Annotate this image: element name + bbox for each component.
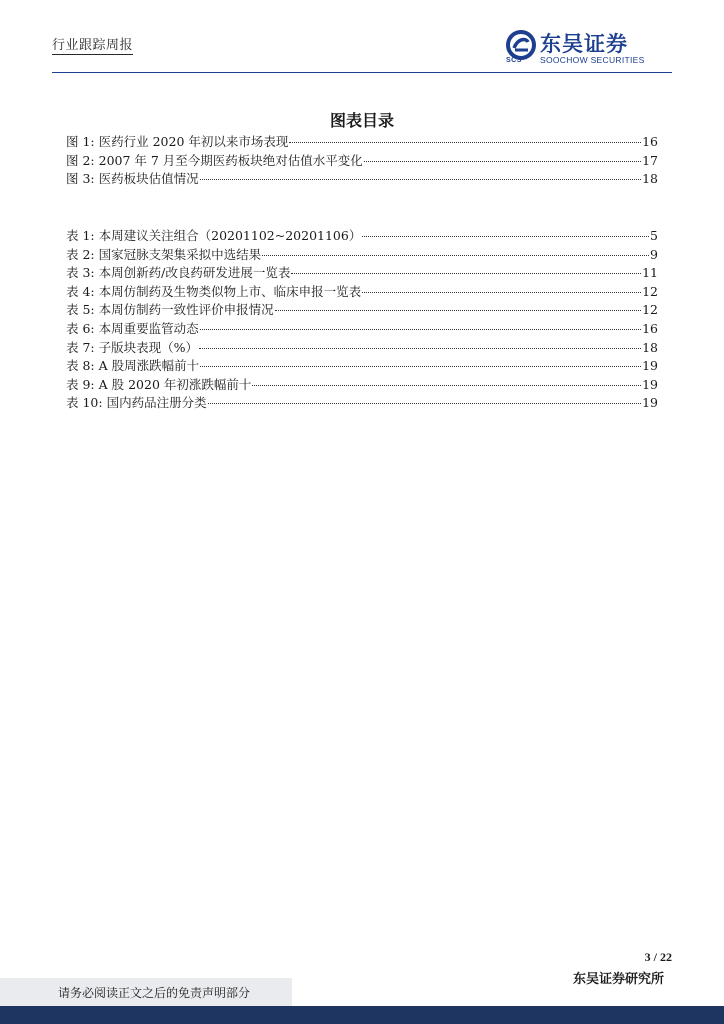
toc-entry-label: 图 3: 医药板块估值情况 (66, 171, 199, 187)
toc-entry-page: 12 (642, 302, 658, 318)
footer-organization: 东吴证券研究所 (572, 972, 664, 987)
dot-leader (200, 167, 641, 180)
brand-name-en: SOOCHOW SECURITIES (540, 55, 645, 65)
report-type-label: 行业跟踪周报 (52, 38, 134, 53)
page-number: 3 / 22 (644, 950, 672, 964)
dot-leader (289, 130, 641, 143)
report-type-tag (52, 34, 133, 53)
toc-entry-page: 16 (642, 320, 658, 336)
dot-leader (208, 391, 642, 404)
toc-entry-page: 12 (642, 283, 658, 299)
toc-entry-label: 表 10: 国内药品注册分类 (66, 395, 207, 411)
toc-entry-label: 表 5: 本周仿制药一致性评价申报情况 (66, 302, 274, 318)
figure-list (66, 133, 658, 189)
disclaimer-box (0, 978, 292, 1006)
dot-leader (200, 317, 641, 330)
toc-entry-page: 19 (642, 395, 658, 411)
toc-entry-page: 18 (642, 171, 658, 187)
toc-entry-label: 表 9: A 股 2020 年初涨跌幅前十 (66, 376, 252, 392)
dot-leader (364, 149, 641, 162)
toc-entry-figure-3[interactable] (66, 170, 658, 189)
toc-title: 图表目录 (329, 111, 394, 130)
dot-leader (199, 336, 641, 349)
disclaimer-text: 请务必阅读正文之后的免责声明部分 (58, 986, 251, 1000)
soochow-logo-icon (506, 30, 536, 60)
dot-leader (362, 224, 649, 237)
toc-entry-label: 表 3: 本周创新药/改良药研发进展一览表 (66, 265, 291, 281)
toc-entry-label: 表 1: 本周建议关注组合（20201102~20201106） (66, 228, 362, 243)
dot-leader (200, 354, 641, 367)
toc-entry-page: 19 (642, 376, 658, 392)
table-list (66, 227, 658, 413)
dot-leader (291, 261, 641, 274)
toc-entry-page: 16 (642, 134, 658, 149)
toc-entry-label: 表 6: 本周重要监管动态 (66, 320, 199, 336)
toc-entry-label: 表 4: 本周仿制药及生物类似物上市、临床申报一览表 (66, 283, 362, 299)
toc-entry-page: 5 (650, 228, 658, 243)
toc-entry-label: 表 7: 子版块表现（%） (66, 339, 198, 355)
toc-entry-page: 19 (642, 358, 658, 374)
dot-leader (275, 298, 641, 311)
toc-entry-label: 表 2: 国家冠脉支架集采拟中选结果 (66, 246, 262, 262)
dot-leader (262, 243, 649, 256)
toc-entry-table-10[interactable] (66, 394, 658, 413)
dot-leader (252, 373, 641, 386)
brand-abbr: SCS (506, 57, 522, 64)
toc-entry-page: 11 (642, 265, 658, 281)
brand-name-cn: 东吴证券 (540, 32, 628, 56)
toc-entry-label: 图 2: 2007 年 7 月至今期医药板块绝对估值水平变化 (66, 152, 363, 168)
header-divider (52, 72, 672, 73)
toc-entry-page: 9 (650, 246, 658, 262)
footer-band (0, 1006, 724, 1024)
toc-entry-page: 18 (642, 339, 658, 355)
dot-leader (362, 280, 641, 293)
toc-entry-label: 表 8: A 股周涨跌幅前十 (66, 358, 200, 374)
brand-logo (506, 28, 666, 68)
toc-entry-page: 17 (642, 152, 658, 168)
toc-entry-label: 图 1: 医药行业 2020 年初以来市场表现 (66, 134, 289, 149)
